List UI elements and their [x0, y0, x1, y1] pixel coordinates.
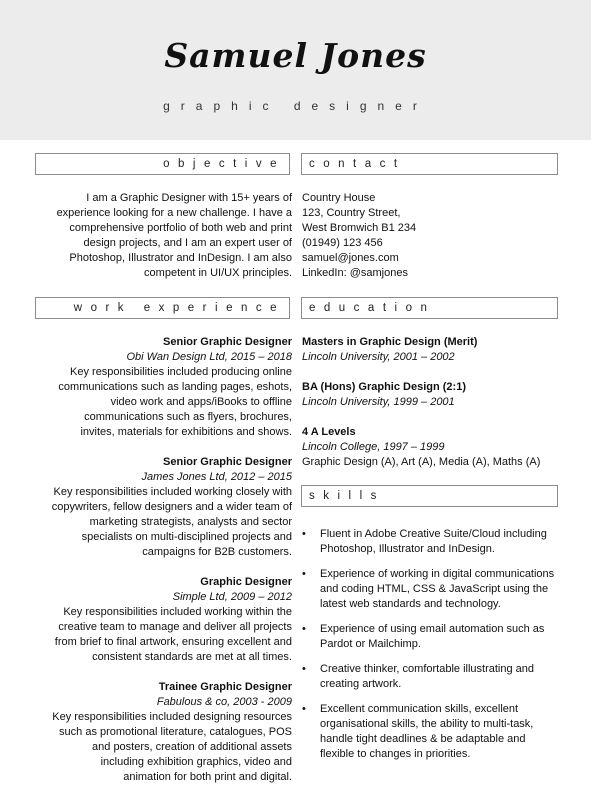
work-line: communications such as flyers, brochures, [84, 411, 292, 423]
education-entry [302, 380, 557, 410]
work-line: animation for both print and digital. [123, 771, 292, 783]
candidate-name: Samuel Jones [164, 36, 427, 75]
contact-address-1: Country House [302, 192, 376, 204]
education-entry [302, 335, 557, 365]
education-title: Masters in Graphic Design (Merit) [302, 336, 478, 348]
education-title: BA (Hons) Graphic Design (2:1) [302, 381, 466, 393]
work-company: Simple Ltd, 2009 – 2012 [172, 591, 292, 603]
work-line: invites, materials for exhibitions and shows. [80, 426, 292, 438]
education-entry [302, 425, 557, 470]
objective-line: comprehensive portfolio of both web and print [69, 222, 292, 234]
contact-phone: (01949) 123 456 [302, 237, 383, 249]
objective-line: design projects, and I am an expert user of [83, 237, 292, 249]
education-school: Lincoln College, 1997 – 1999 [302, 441, 445, 453]
work-line: creative team to manage and deliver all projects [58, 621, 292, 633]
work-line: Key responsibilities included working closely with [53, 486, 292, 498]
skill-item: • Fluent in Adobe Creative Suite/Cloud including Photoshop, Illustrator and InDesign. [301, 527, 561, 557]
work-title: Trainee Graphic Designer [158, 681, 292, 693]
skill-item: • Creative thinker, comfortable illustrating and creating artwork. [301, 662, 561, 692]
section-work-experience: work experience [35, 297, 290, 319]
objective-line: competent in UI/UX principles. [144, 267, 292, 279]
work-line: specialists on multi-disciplined projects and [81, 531, 292, 543]
contact-email[interactable]: samuel@jones.com [302, 252, 399, 264]
work-line: copywriters, fellow designers and a wider team of [51, 501, 292, 513]
work-line: and posters, creation of additional assets [92, 741, 292, 753]
work-line: Key responsibilities included working within the [63, 606, 292, 618]
section-education: education [301, 297, 558, 319]
section-objective: objective [35, 153, 290, 175]
work-line: consistent standards are met at all times. [92, 651, 292, 663]
education-detail: Graphic Design (A), Art (A), Media (A), Maths (A) [302, 456, 541, 468]
skill-item: • Experience of using email automation such as Pardot or Mailchimp. [301, 622, 561, 652]
section-skills: skills [301, 485, 558, 507]
work-title: Senior Graphic Designer [163, 456, 292, 468]
work-line: video work and apps/iBooks to offline [110, 396, 292, 408]
objective-text [30, 191, 292, 281]
work-entry [30, 680, 292, 785]
objective-line: Photoshop, Illustrator and InDesign. I am also [69, 252, 292, 264]
skill-item: • Excellent communication skills, excellent organisational skills, the ability to multi-task, handle tight deadlines & be adaptable and flexible to changes in priorities. [301, 702, 561, 762]
work-line: from brief to final artwork, ensuring excellent and [54, 636, 292, 648]
contact-address-3: West Bromwich B1 234 [302, 222, 417, 234]
skills-list [301, 527, 561, 772]
work-entry [30, 575, 292, 665]
education-school: Lincoln University, 1999 – 2001 [302, 396, 455, 408]
contact-linkedin[interactable]: LinkedIn: @samjones [302, 267, 408, 279]
objective-line: experience looking for a new challenge. I have a [56, 207, 292, 219]
work-company: Fabulous & co, 2003 - 2009 [156, 696, 292, 708]
work-entry [30, 335, 292, 440]
contact-address-2: 123, Country Street, [302, 207, 401, 219]
contact-block [302, 191, 557, 281]
candidate-role: graphic designer [163, 99, 428, 113]
work-title: Graphic Designer [200, 576, 292, 588]
work-line: marketing strategists, analysts and sector [89, 516, 292, 528]
work-line: communications such as landing pages, eshots, [58, 381, 292, 393]
work-title: Senior Graphic Designer [163, 336, 292, 348]
skill-item: • Experience of working in digital communications and coding HTML, CSS & JavaScript using the latest web standards and technology. [301, 567, 561, 612]
section-contact: contact [301, 153, 558, 175]
work-company: James Jones Ltd, 2012 – 2015 [141, 471, 292, 483]
education-title: 4 A Levels [302, 426, 356, 438]
work-line: including exhibition graphics, video and [100, 756, 292, 768]
work-line: campaigns for B2B customers. [142, 546, 292, 558]
education-school: Lincoln University, 2001 – 2002 [302, 351, 455, 363]
work-line: Key responsibilities included designing resources [52, 711, 292, 723]
header-banner [0, 0, 591, 140]
work-entry [30, 455, 292, 560]
work-line: Key responsibilities included producing online [70, 366, 292, 378]
work-company: Obi Wan Design Ltd, 2015 – 2018 [126, 351, 292, 363]
work-line: such as promotional literature, catalogues, POS [59, 726, 292, 738]
objective-line: I am a Graphic Designer with 15+ years of [86, 192, 292, 204]
